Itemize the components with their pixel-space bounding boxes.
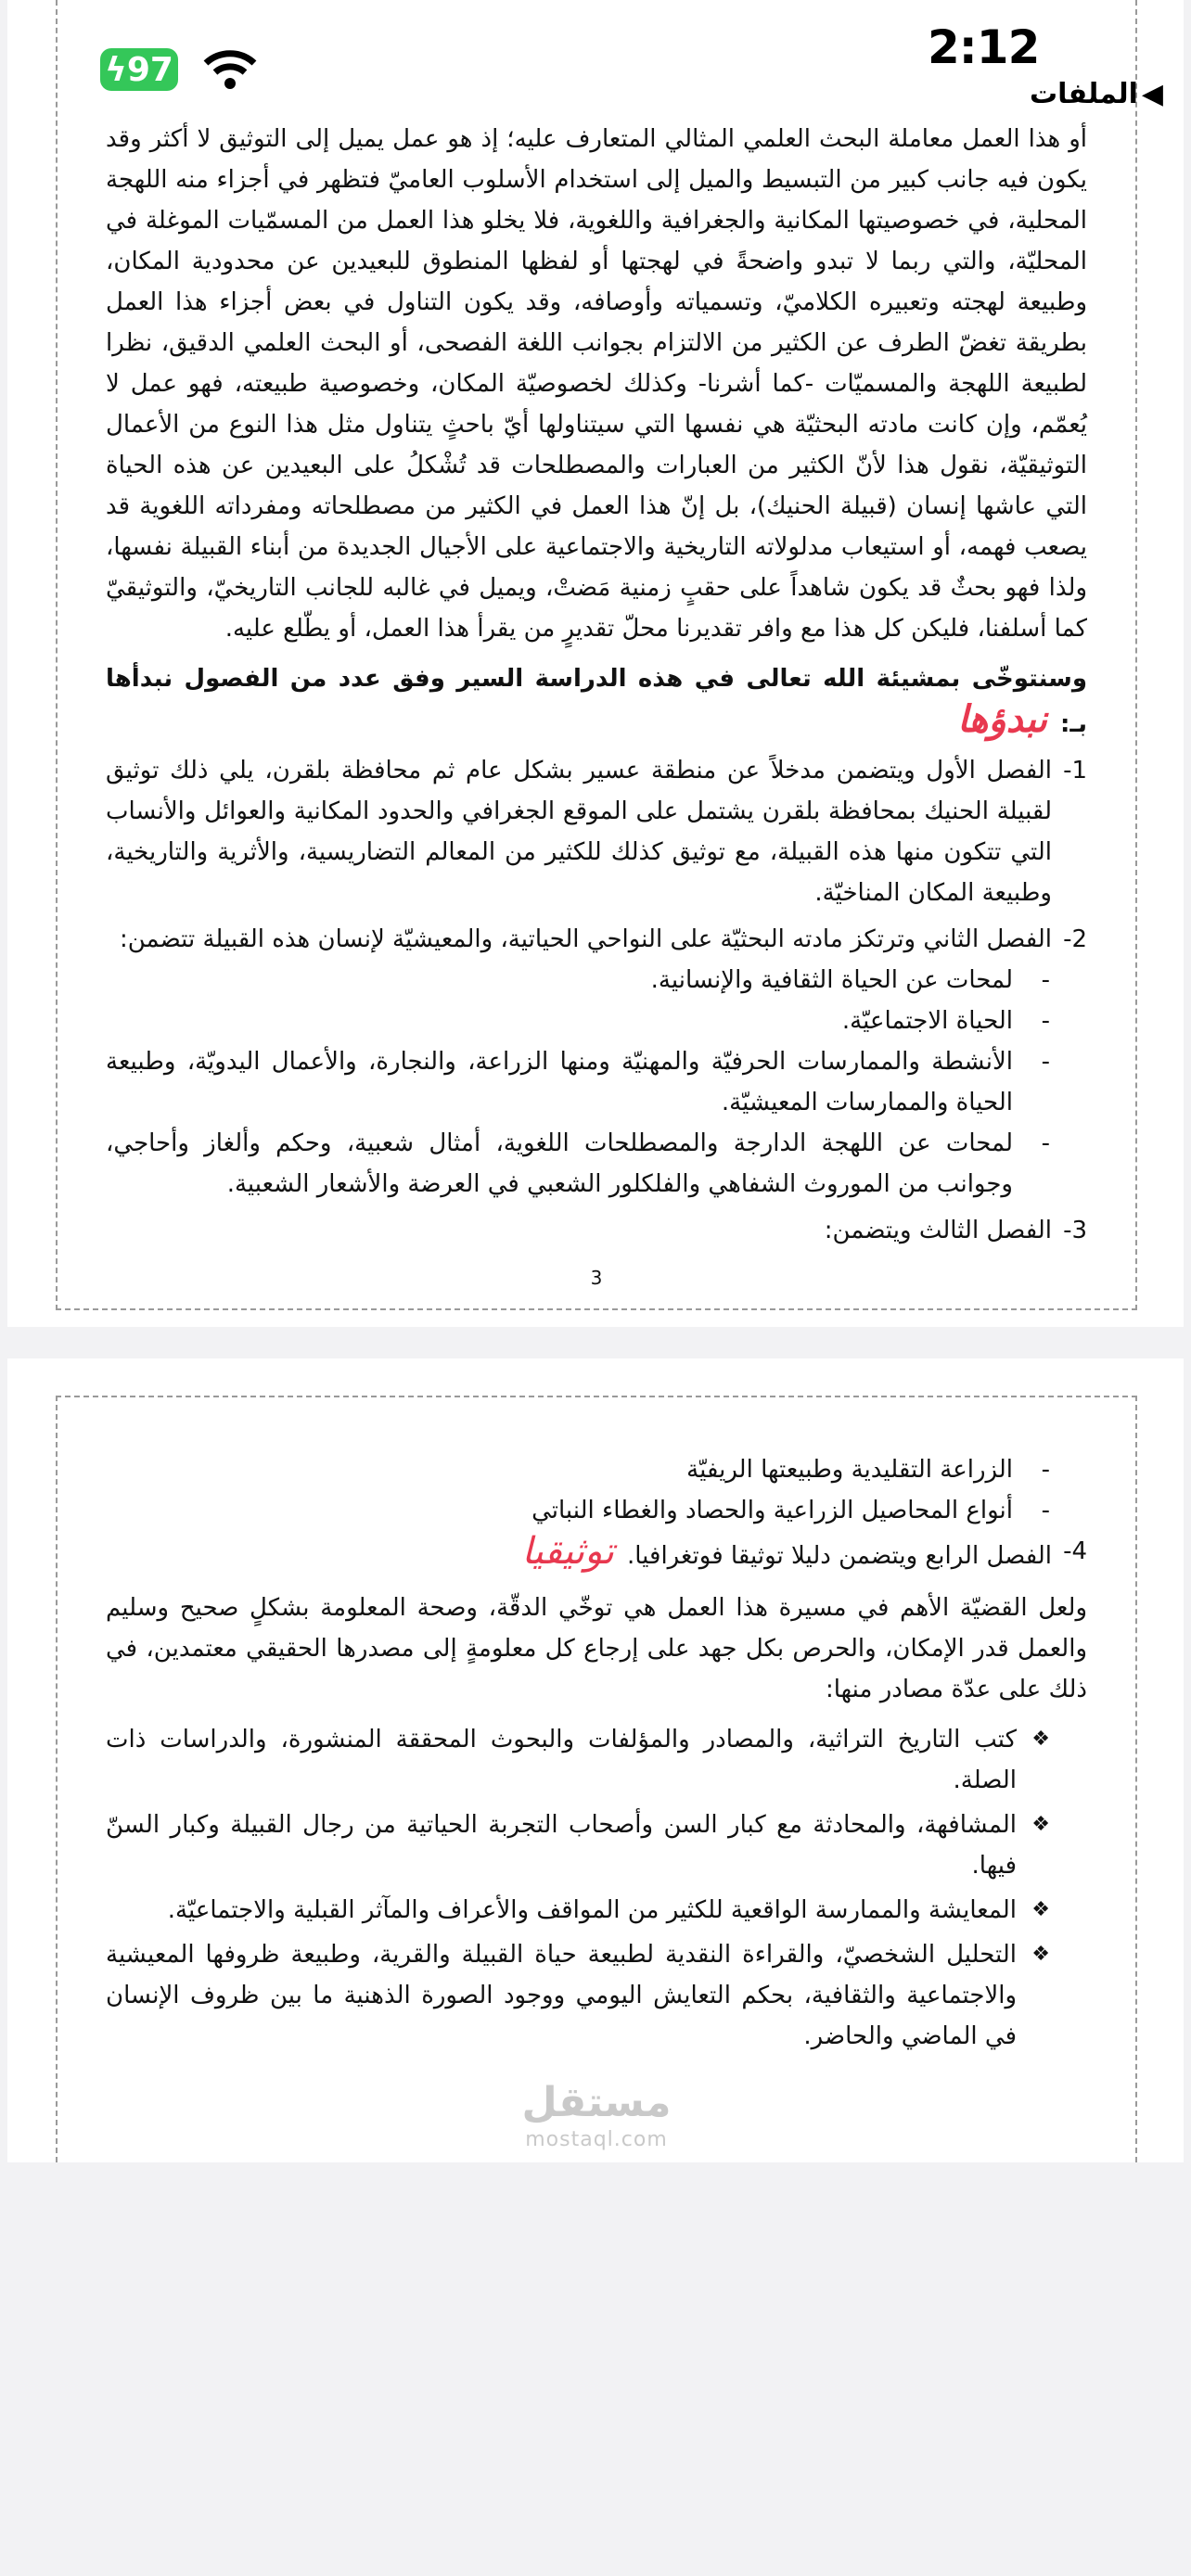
source-item [106, 1890, 1050, 1931]
page-border [56, 0, 1137, 1310]
chevron-left-icon: ◀ [1141, 78, 1163, 110]
list-item: - أنواع المحاصيل الزراعية والحصاد والغطاء النباتي [106, 1490, 1050, 1531]
source-text: التحليل الشخصيّ، والقراءة النقدية لطبيعة حياة القبيلة والقرية، وطبيعة ظروفها المعيشية والاجتماعية والثقافية، بحكم التعايش اليومي ووجود الصورة الذهنية ما بين ظروف الإنسان في الماضي والحاضر. [106, 1941, 1017, 2050]
handwritten-annotation: توثيقيا [521, 1530, 614, 1573]
list-item: - لمحات عن اللهجة الدارجة والمصطلحات اللغوية، أمثال شعبية، وحكم وألغاز وأحاجي، وجوانب من الموروث الشفاهي والفلكلور الشعبي في العرضة والأشعار الشعبية. [106, 1123, 1050, 1205]
diamond-bullet-icon: ❖ [1031, 1898, 1050, 1921]
battery-indicator [100, 48, 178, 91]
chapter-text: الفصل الثاني وترتكز مادته البحثيّة على النواحي الحياتية، والمعيشيّة لإنسان هذه القبيلة تتضمن: [119, 925, 1052, 953]
list-item-text: الزراعة التقليدية وطبيعتها الريفيّة [686, 1456, 1013, 1484]
wifi-icon [202, 46, 258, 96]
list-item-text: الحياة الاجتماعيّة. [841, 1007, 1013, 1035]
source-text: كتب التاريخ التراثية، والمصادر والمؤلفات والبحوث المحققة المنشورة، والدراسات ذات الصلة. [106, 1726, 1017, 1794]
chapter-item [106, 1210, 1087, 1251]
page-number: 3 [590, 1267, 603, 1289]
intro-paragraph: أو هذا العمل معاملة البحث العلمي المثالي المتعارف عليه؛ إذ هو عمل يميل إلى التوثيق لا أكثر وقد يكون فيه جانب كبير من التبسيط والميل إلى استخدام الأسلوب العاميّ فتظهر في أجزاء منه اللهجة المحلية، في خصوصيتها المكانية والجغرافية واللغوية، فلا يخلو هذا العمل من المسمّيات الموغلة في المحليّة، والتي ربما لا تبدو واضحةً في لهجتها أو لفظها المنطوق للبعيدين عن محدودية المكان، وطبيعة لهجته وتعبيره الكلاميّ، وتسمياته وأوصافه، وقد يكون التناول في بعض أجزاء هذا العمل بطريقة تغضّ الطرف عن الكثير من الالتزام بجوانب اللغة الفصحى، أو البحث العلمي الدقيق، نظرا لطبيعة اللهجة والمسميّات -كما أشرنا- وكذلك لخصوصيّة المكان، وخصوصية طبيعته، فهو عمل لا يُعمّم، وإن كانت مادته البحثيّة هي نفسها التي سيتناولها أيّ باحثٍ يتناول مثل هذا النوع من الأعمال التوثيقيّة، نقول هذا لأنّ الكثير من العبارات والمصطلحات قد تُشْكلُ على البعيدين عن هذه الحياة التي عاشها إنسان (قبيلة الحنيك)، بل إنّ هذا العمل في الكثير من مصطلحاته ومفرداته اللغوية قد يصعب فهمه، أو استيعاب مدلولاته التاريخية والاجتماعية على الأجيال الجديدة من أبناء القبيلة نفسها، ولذا فهو بحثٌ قد يكون شاهداً على حقبٍ زمنية مَضتْ، ويميل في غالبه للجانب التاريخيّ، والتوثيقيّ كما أسلفنا، فليكن كل هذا مع وافر تقديرنا محلّ تقديرٍ من يقرأ هذا العمل، أو يطّلع عليه. [106, 125, 1087, 643]
battery-level: 97 [126, 50, 173, 89]
chapter-text-line [106, 1531, 1052, 1576]
chapters-heading: وسنتوخّى بمشيئة الله تعالى في هذه الدراسة السير وفق عدد من الفصول نبدأها بـ: [106, 665, 1087, 738]
document-page-4 [7, 1358, 1184, 2162]
status-time: 2:12 [928, 20, 1040, 74]
document-page-3 [7, 0, 1184, 1327]
list-item: - الزراعة التقليدية وطبيعتها الريفيّة [106, 1449, 1050, 1490]
bolt-icon: ϟ [105, 50, 127, 89]
diamond-bullet-icon: ❖ [1031, 1728, 1050, 1751]
chapter-item [106, 1531, 1087, 1576]
list-item-text: الأنشطة والممارسات الحرفيّة والمهنيّة ومنها الزراعة، والنجارة، والأعمال اليدويّة، وطبيعة الحياة والممارسات المعيشيّة. [106, 1048, 1013, 1116]
sources-paragraph: ولعل القضيّة الأهم في مسيرة هذا العمل هي توخّي الدقّة، وصحة المعلومة بشكلٍ صحيح وسليم والعمل قدر الإمكان، والحرص بكل جهد على إرجاع كل معلومةٍ إلى مصدرها الحقيقي معتمدين، في ذلك على عدّة مصادر منها: [106, 1594, 1087, 1703]
list-item-text: لمحات عن الحياة الثقافية والإنسانية. [650, 966, 1013, 994]
watermark-url: mostaql.com [525, 2128, 668, 2151]
page-text [106, 1449, 1087, 2057]
chapter-item [106, 919, 1087, 960]
list-item-text: لمحات عن اللهجة الدارجة والمصطلحات اللغوية، أمثال شعبية، وحكم وألغاز وأحاجي، وجوانب من الموروث الشفاهي والفلكلور الشعبي في العرضة والأشعار الشعبية. [106, 1129, 1013, 1198]
list-item-text: أنواع المحاصيل الزراعية والحصاد والغطاء النباتي [531, 1497, 1013, 1524]
list-item: - لمحات عن الحياة الثقافية والإنسانية. [106, 960, 1050, 1001]
list-item: - الأنشطة والممارسات الحرفيّة والمهنيّة ومنها الزراعة، والنجارة، والأعمال اليدويّة، وطبيعة الحياة والممارسات المعيشيّة. [106, 1041, 1050, 1123]
chapter-text: الفصل الرابع ويتضمن دليلا توثيقا فوتغرافيا. [626, 1542, 1052, 1570]
diamond-bullet-icon: ❖ [1031, 1813, 1050, 1836]
watermark [106, 2079, 1087, 2153]
chapter-number: 2- [1063, 925, 1087, 953]
watermark-logo: مستقل [521, 2079, 672, 2126]
chapter-number: 4- [1063, 1537, 1087, 1565]
page-border [56, 1396, 1137, 2162]
chapter-number: 1- [1063, 757, 1087, 784]
back-label: الملفات [1030, 78, 1138, 110]
list-item: - الحياة الاجتماعيّة. [106, 1001, 1050, 1041]
handwritten-annotation: نبدؤها [957, 697, 1047, 741]
chapter-item [106, 750, 1087, 913]
chapter-text: الفصل الأول ويتضمن مدخلاً عن منطقة عسير بشكل عام ثم محافظة بلقرن، يلي ذلك توثيق لقبيلة الحنيك بمحافظة بلقرن يشتمل على الموقع الجغرافي والحدود المكانية والعوائل والأنساب التي تتكون منها هذه القبيلة، مع توثيق كذلك للكثير من المعالم التضاريسية، والأثرية والتاريخية، وطبيعة المكان المناخيّة. [106, 757, 1052, 907]
source-item [106, 1804, 1050, 1886]
back-button[interactable] [1030, 78, 1163, 111]
source-text: المعايشة والممارسة الواقعية للكثير من المواقف والأعراف والمآثر القبلية والاجتماعيّة. [167, 1896, 1017, 1924]
chapter-number: 3- [1063, 1217, 1087, 1244]
page-text [106, 119, 1087, 1251]
diamond-bullet-icon: ❖ [1031, 1943, 1050, 1966]
source-text: المشافهة، والمحادثة مع كبار السن وأصحاب التجربة الحياتية من رجال القبيلة وكبار السنّ فيها. [106, 1811, 1017, 1880]
chapters-heading-line [106, 658, 1087, 745]
chapter-text: الفصل الثالث ويتضمن: [824, 1217, 1052, 1244]
source-item [106, 1934, 1050, 2057]
source-item [106, 1719, 1050, 1801]
